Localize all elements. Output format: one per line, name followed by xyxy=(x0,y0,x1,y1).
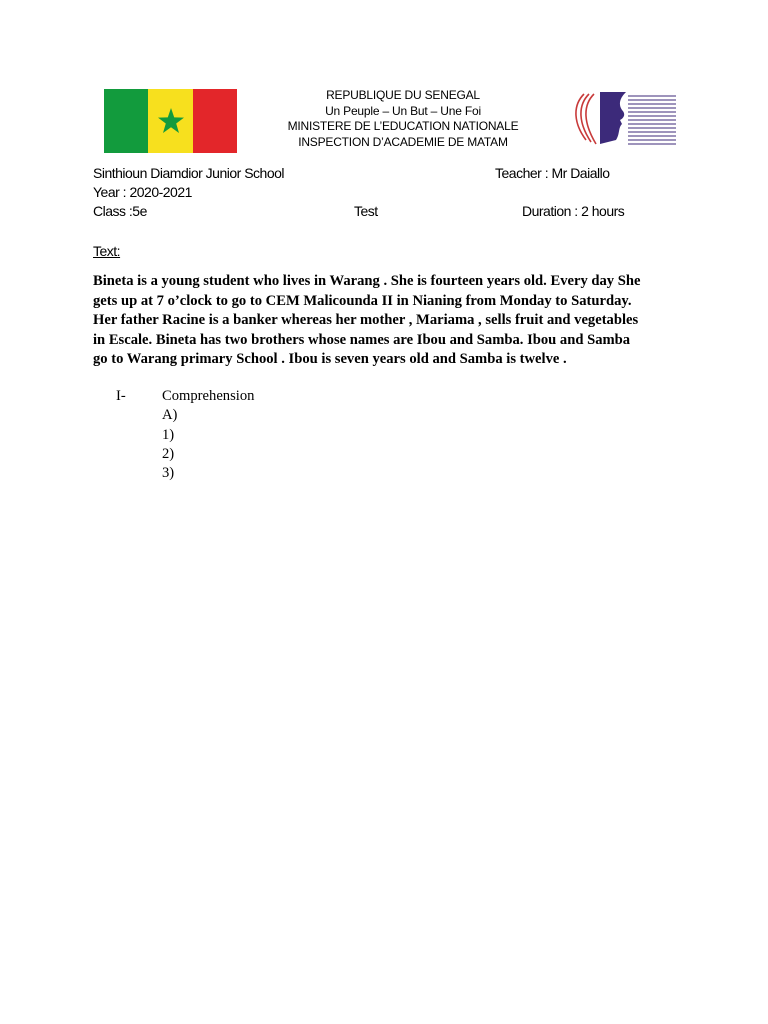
inspection-logo-icon xyxy=(566,88,678,152)
question-item: 3) xyxy=(162,465,175,481)
passage-line: in Escale. Bineta has two brothers whose names are Ibou and Samba. Ibou and Samba xyxy=(93,331,631,348)
school-name: Sinthioun Diamdior Junior School xyxy=(93,165,284,181)
school-year: Year : 2020-2021 xyxy=(93,184,192,200)
passage-line: Bineta is a young student who lives in Warang . She is fourteen years old. Every day She xyxy=(93,273,641,289)
senegal-flag-icon xyxy=(104,89,237,153)
test-label: Test xyxy=(354,203,378,219)
header-line-ministry: MINISTERE DE L’EDUCATION NATIONALE xyxy=(287,119,519,133)
header-line-inspection: INSPECTION D’ACADEMIE DE MATAM xyxy=(298,134,508,149)
question-item: 1) xyxy=(162,427,175,443)
section-title: Comprehension xyxy=(162,388,255,404)
text-heading: Text: xyxy=(93,243,121,259)
flag-band-green xyxy=(104,89,148,153)
reading-passage xyxy=(93,272,683,370)
duration-label: Duration : 2 hours xyxy=(522,203,625,219)
star-shape xyxy=(158,108,184,133)
header-line-republic: REPUBLIQUE DU SENEGAL xyxy=(326,88,480,102)
passage-line: go to Warang primary School . Ibou is seven years old and Samba is twelve . xyxy=(93,351,567,367)
passage-line: Her father Racine is a banker whereas her mother , Mariama , sells fruit and vegetables xyxy=(93,312,639,328)
flag-band-red xyxy=(193,89,237,153)
class-label: Class :5e xyxy=(93,203,147,219)
header-title-block xyxy=(268,88,538,150)
teacher-name: Teacher : Mr Daiallo xyxy=(495,165,610,181)
header-line-motto: Un Peuple – Un But – Une Foi xyxy=(325,103,481,118)
question-item: A) xyxy=(162,407,178,423)
section-number: I- xyxy=(116,388,126,404)
star-icon xyxy=(157,107,185,135)
passage-line: gets up at 7 o’clock to go to CEM Malicounda II in Nianing from Monday to Saturday. xyxy=(93,292,632,309)
question-item: 2) xyxy=(162,446,175,462)
